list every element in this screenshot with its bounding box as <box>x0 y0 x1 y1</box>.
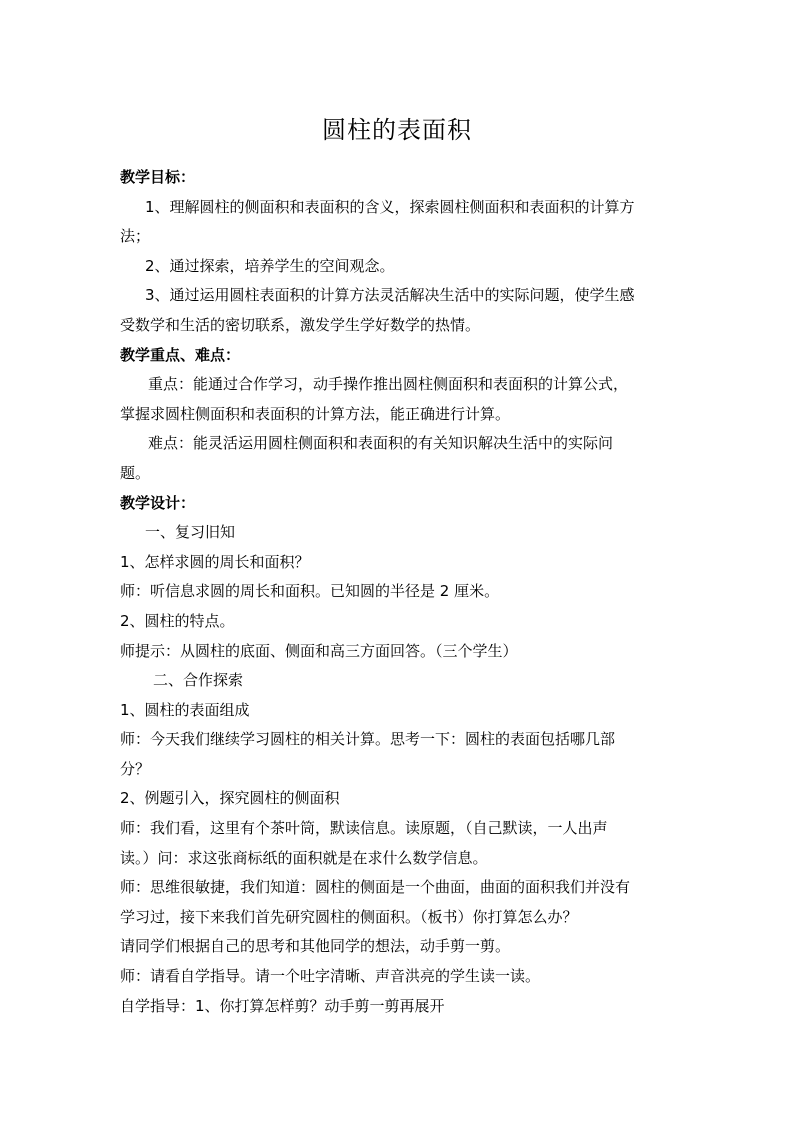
review-item-2: 2、圆柱的特点。 <box>120 611 235 630</box>
explore-teacher-1-line-1: 师：今天我们继续学习圆柱的相关计算。思考一下：圆柱的表面包括哪几部 <box>120 730 616 749</box>
document-title: 圆柱的表面积 <box>322 116 472 144</box>
explore-instruction: 请同学们根据自己的思考和其他同学的想法，动手剪一剪。 <box>120 937 511 956</box>
explore-teacher-2-line-1: 师：我们看，这里有个茶叶筒，默读信息。读原题，（自己默读，一人出声 <box>120 819 608 838</box>
key-point-line-1: 重点：能通过合作学习，动手操作推出圆柱侧面积和表面积的计算公式， <box>148 375 629 394</box>
objective-2: 2、通过探索，培养学生的空间观念。 <box>145 256 395 275</box>
objective-3-line-1: 3、通过运用圆柱表面积的计算方法灵活解决生活中的实际问题，使学生感 <box>145 286 635 305</box>
section-heading-design: 教学设计： <box>120 493 196 512</box>
review-teacher-2: 师提示：从圆柱的底面、侧面和高三方面回答。（三个学生） <box>120 641 518 660</box>
explore-item-2: 2、例题引入，探究圆柱的侧面积 <box>120 789 340 808</box>
explore-teacher-1-line-2: 分？ <box>120 759 151 778</box>
document-body <box>120 163 672 1021</box>
review-item-1: 1、怎样求圆的周长和面积？ <box>120 552 310 571</box>
section-heading-key-points: 教学重点、难点： <box>120 345 241 364</box>
self-study-guide: 自学指导：1、你打算怎样剪？动手剪一剪再展开 <box>120 996 445 1015</box>
explore-teacher-4: 师：请看自学指导。请一个吐字清晰、声音洪亮的学生读一读。 <box>120 967 541 986</box>
explore-teacher-2-line-2: 读。）问：求这张商标纸的面积就是在求什么数学信息。 <box>120 848 488 867</box>
objective-1-line-1: 1、理解圆柱的侧面积和表面积的含义，探索圆柱侧面积和表面积的计算方 <box>145 197 635 216</box>
subsection-explore: 二、合作探索 <box>153 671 244 690</box>
section-heading-objectives: 教学目标： <box>120 168 196 186</box>
review-teacher-1: 师：听信息求圆的周长和面积。已知圆的半径是 2 厘米。 <box>120 582 500 601</box>
explore-item-1: 1、圆柱的表面组成 <box>120 700 250 719</box>
difficulty-line-2: 题。 <box>120 463 151 482</box>
objective-3-line-2: 受数学和生活的密切联系，激发学生学好数学的热情。 <box>120 315 481 334</box>
difficulty-line-1: 难点：能灵活运用圆柱侧面积和表面积的有关知识解决生活中的实际问 <box>148 434 614 453</box>
objective-1-line-2: 法； <box>120 227 151 246</box>
explore-teacher-3-line-2: 学习过，接下来我们首先研究圆柱的侧面积。（板书）你打算怎么办？ <box>120 907 578 926</box>
explore-teacher-3-line-1: 师：思维很敏捷，我们知道：圆柱的侧面是一个曲面，曲面的面积我们并没有 <box>120 878 631 897</box>
key-point-line-2: 掌握求圆柱侧面积和表面积的计算方法，能正确进行计算。 <box>120 404 511 423</box>
subsection-review: 一、复习旧知 <box>145 523 236 542</box>
